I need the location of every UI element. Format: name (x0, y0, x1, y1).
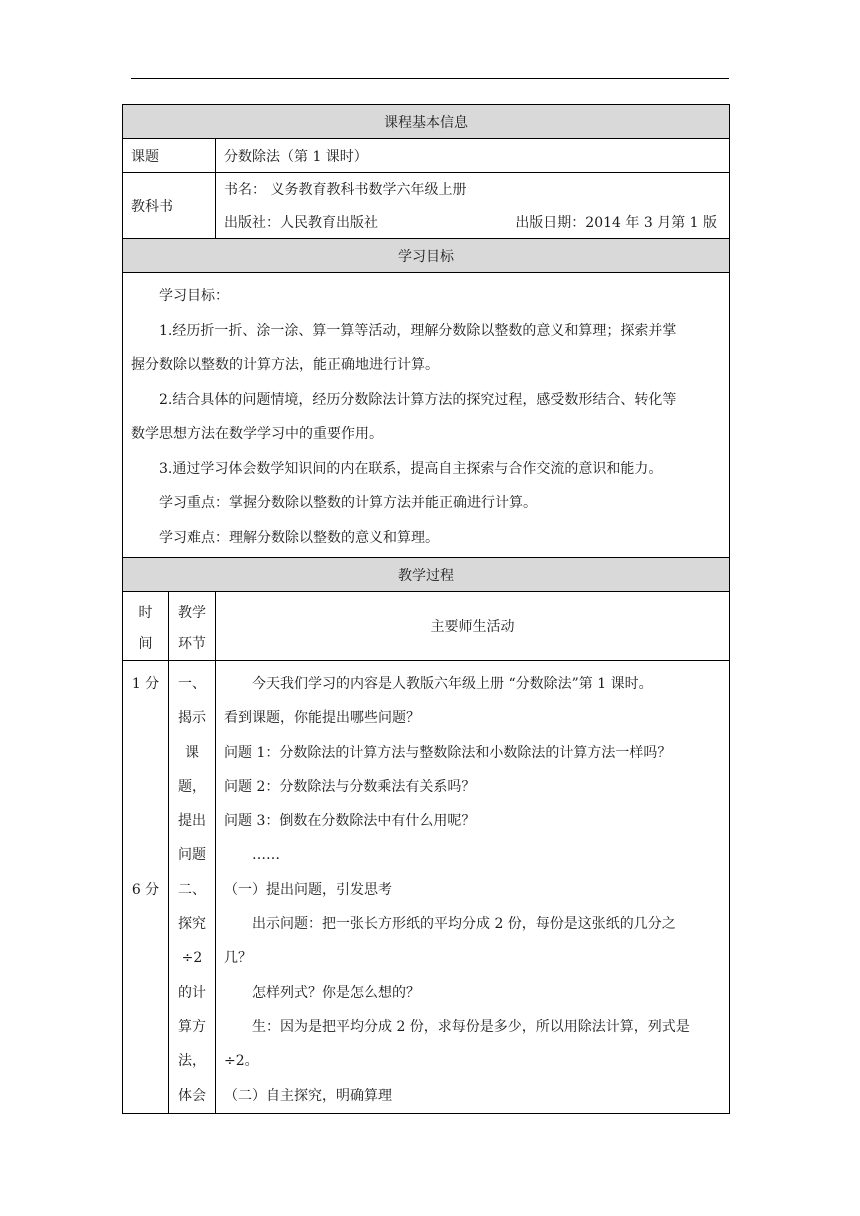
section-header-process: 教学过程 (123, 558, 730, 592)
stage-cell: 课 (185, 744, 199, 761)
goals-content (123, 273, 730, 558)
time-cell: 6 分 (131, 881, 160, 898)
section-header-basic-info: 课程基本信息 (123, 105, 730, 139)
goal-3: 3.通过学习体会数学知识间的内在联系，提高自主探索与合作交流的意识和能力。 (159, 460, 663, 477)
time-cell (123, 770, 168, 804)
activity-line: 看到课题，你能提出哪些问题？ (224, 710, 420, 727)
activity-line: （二）自主探究，明确算理 (224, 1087, 392, 1104)
topic-label: 课题 (123, 139, 216, 173)
publisher-row (216, 206, 730, 239)
stage-column (169, 661, 216, 1114)
difficult-point: 学习难点：理解分数除以整数的意义和算理。 (159, 529, 439, 546)
stage-cell: 体会 (178, 1087, 206, 1104)
publication-date: 出版日期：2014 年 3 月第 1 版 (515, 214, 718, 231)
publisher: 出版社：人民教育出版社 (224, 214, 378, 231)
time-column (123, 661, 169, 1114)
section-header-goals: 学习目标 (123, 239, 730, 273)
stage-cell: 题， (178, 778, 206, 795)
stage-cell: 提出 (178, 813, 206, 830)
stage-cell: ÷2 (181, 950, 203, 967)
topic-value: 分数除法（第 1 课时） (216, 139, 730, 173)
time-header-1: 时 (138, 605, 153, 621)
activity-line: 几？ (224, 950, 252, 967)
header-rule (131, 78, 729, 79)
stage-cell: 问题 (178, 847, 206, 864)
stage-cell: 揭示 (178, 710, 206, 727)
activity-line: 今天我们学习的内容是人教版六年级上册 “分数除法”第 1 课时。 (252, 676, 653, 692)
time-header (123, 592, 169, 661)
activity-line: 怎样列式？你是怎么想的？ (252, 984, 420, 1001)
time-cell (123, 804, 168, 838)
activity-line: （一）提出问题，引发思考 (224, 881, 392, 898)
activity-line: 出示问题：把一张长方形纸的平均分成 2 份，每份是这张纸的几分之 (252, 916, 676, 933)
goal-1-line-2: 握分数除以整数的计算方法，能正确地进行计算。 (131, 357, 439, 373)
activity-column (216, 661, 730, 1114)
activity-line: 问题 1：分数除法的计算方法与整数除法和小数除法的计算方法一样吗？ (224, 744, 672, 761)
stage-cell: 一、 (178, 676, 206, 692)
goals-heading: 学习目标： (159, 288, 229, 304)
activity-header: 主要师生活动 (216, 592, 730, 661)
textbook-label: 教科书 (123, 173, 216, 239)
stage-cell: 二、 (178, 881, 206, 898)
time-cell (123, 736, 168, 770)
lesson-plan-table (122, 104, 730, 1114)
time-header-2: 间 (138, 636, 153, 652)
activity-line: 生：因为是把平均分成 2 份，求每份是多少，所以用除法计算，列式是 (252, 1018, 690, 1035)
activity-line: 问题 3：倒数在分数除法中有什么用呢？ (224, 813, 476, 830)
time-cell (123, 838, 168, 872)
stage-header-1: 教学 (178, 605, 206, 621)
goal-2-line-2: 数学思想方法在数学学习中的重要作用。 (131, 426, 383, 442)
key-point: 学习重点：掌握分数除以整数的计算方法并能正确进行计算。 (159, 495, 537, 511)
stage-cell: 法， (178, 1053, 206, 1070)
activity-line: 问题 2：分数除法与分数乘法有关系吗？ (224, 778, 476, 795)
goal-2-line-1: 2.结合具体的问题情境，经历分数除法计算方法的探究过程，感受数形结合、转化等 (159, 391, 677, 408)
stage-header-2: 环节 (178, 636, 206, 652)
stage-cell: 探究 (178, 916, 206, 933)
time-cell (123, 701, 168, 735)
time-cell: 1 分 (131, 676, 160, 692)
goal-1-line-1: 1.经历折一折、涂一涂、算一算等活动，理解分数除以整数的意义和算理；探索并掌 (159, 322, 677, 339)
stage-cell: 算方 (178, 1018, 206, 1035)
book-name: 书名： 义务教育教科书数学六年级上册 (216, 173, 730, 206)
stage-cell: 的计 (178, 984, 206, 1001)
activity-line: …… (252, 847, 280, 864)
stage-header (169, 592, 216, 661)
activity-line: ÷2。 (224, 1053, 259, 1070)
